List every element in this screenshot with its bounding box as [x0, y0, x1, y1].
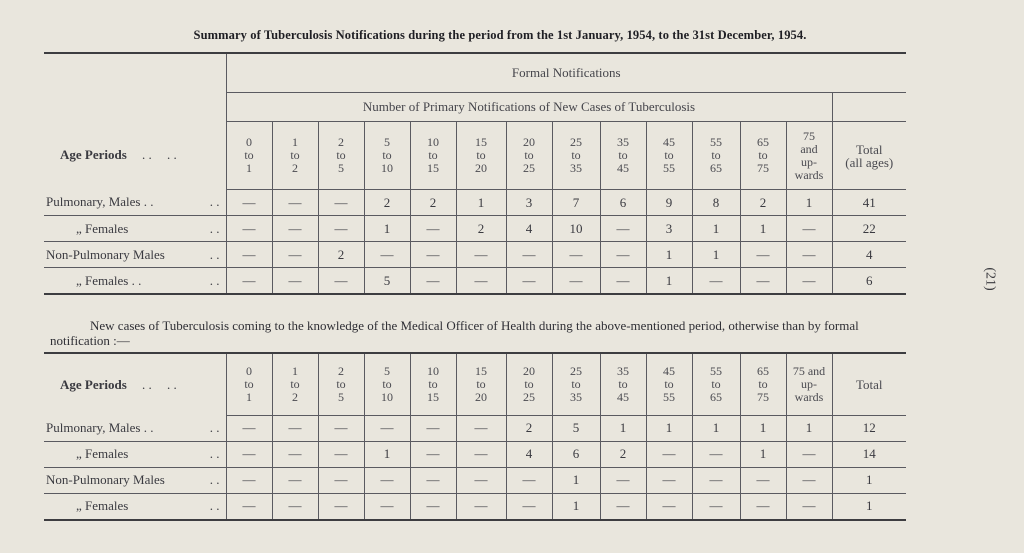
age-column-header-line: 15	[475, 363, 487, 378]
table-cell: —	[786, 242, 832, 268]
age-column-header-line: to	[244, 148, 254, 162]
age-column-header-line: 75	[757, 389, 769, 404]
age-column-header-line: to	[664, 148, 674, 162]
total-cell: 22	[832, 216, 906, 242]
table-cell: 5	[364, 268, 410, 295]
table-cell: —	[226, 441, 272, 467]
table-cell: 2	[740, 190, 786, 216]
table-cell: 1	[364, 216, 410, 242]
table-cell: —	[506, 493, 552, 520]
age-column-header-line: 20	[475, 161, 487, 175]
table-cell: 2	[364, 190, 410, 216]
age-column-header-line: 15	[427, 389, 439, 404]
age-column-header	[506, 122, 552, 190]
age-column-header	[740, 353, 786, 415]
table-cell: —	[226, 216, 272, 242]
table-cell: 3	[646, 216, 692, 242]
age-column-header	[646, 353, 692, 415]
table-cell: 5	[552, 415, 600, 441]
age-column-header	[272, 122, 318, 190]
age-column-header-line: 45	[617, 389, 629, 404]
table-cell: —	[506, 467, 552, 493]
age-column-header-line: to	[476, 148, 486, 162]
age-column-header-line: wards	[794, 389, 824, 404]
row-label-text: Non-Pulmonary Males	[46, 246, 165, 262]
table-cell: —	[410, 268, 456, 295]
age-column-header-line: 20	[523, 135, 535, 149]
table-cell: —	[410, 415, 456, 441]
age-column-header-line: to	[618, 376, 628, 391]
age-column-header-line: to	[336, 376, 346, 391]
age-column-header-line: 20	[523, 363, 535, 378]
age-column-header-line: 10	[427, 135, 439, 149]
age-column-header-line: to	[711, 148, 721, 162]
table-cell: —	[318, 441, 364, 467]
total-column-header-line: (all ages)	[845, 154, 894, 170]
paragraph-text: New cases of Tuberculosis coming to the knowledge of the Medical Officer of Health during the above-mentioned period, otherwise than by formal notification :—	[50, 318, 859, 348]
table-cell: 1	[692, 242, 740, 268]
total-cell: 4	[832, 242, 906, 268]
age-periods-label: Age Periods	[60, 376, 127, 392]
table-cell: —	[272, 493, 318, 520]
age-column-header-line: and	[800, 141, 818, 156]
age-column-header-line: 35	[570, 389, 582, 404]
table-cell: 6	[552, 441, 600, 467]
age-column-header-line: to	[290, 376, 300, 391]
table-cell: 7	[552, 190, 600, 216]
table-row	[44, 493, 906, 520]
table-cell: —	[786, 441, 832, 467]
table-cell: —	[272, 268, 318, 295]
table-row	[44, 242, 906, 268]
table-cell: —	[456, 242, 506, 268]
table-cell: —	[600, 216, 646, 242]
table-cell: 1	[740, 216, 786, 242]
page-number: (21)	[982, 267, 998, 291]
table-cell: —	[646, 467, 692, 493]
leader-dots: . .	[209, 220, 220, 236]
row-label-text: „ Females . .	[76, 272, 142, 288]
leader-dots: . .	[209, 446, 220, 461]
age-column-header-line: 1	[246, 389, 252, 404]
table-cell: 2	[456, 216, 506, 242]
table-cell: —	[786, 467, 832, 493]
age-column-header	[506, 353, 552, 415]
leader-dots: . .	[209, 246, 220, 262]
age-column-header-line: to	[571, 148, 581, 162]
age-column-header	[272, 353, 318, 415]
table-cell: —	[456, 493, 506, 520]
row-label	[44, 441, 226, 467]
age-column-header-line: to	[618, 148, 628, 162]
age-column-header-line: 35	[617, 363, 629, 378]
table-cell: 10	[552, 216, 600, 242]
table-cell: 1	[456, 190, 506, 216]
row-label	[44, 415, 226, 441]
leader-dots: . .	[209, 498, 220, 513]
age-column-header-line: 1	[292, 363, 298, 378]
age-column-header	[600, 353, 646, 415]
row-label	[44, 493, 226, 520]
leader-dots: . .	[209, 419, 220, 435]
table-cell: 2	[506, 415, 552, 441]
table-cell: —	[456, 268, 506, 295]
row-label-text: „ Females	[76, 220, 129, 236]
table-cell: —	[318, 415, 364, 441]
age-column-header-line: 2	[292, 389, 298, 404]
table-cell: 8	[692, 190, 740, 216]
table-cell: —	[318, 216, 364, 242]
table-cell: —	[786, 268, 832, 295]
table-cell: —	[552, 268, 600, 295]
table-cell: —	[410, 441, 456, 467]
table-cell: —	[364, 493, 410, 520]
age-column-header-line: to	[664, 376, 674, 391]
table-cell: —	[740, 242, 786, 268]
table-cell: 1	[740, 415, 786, 441]
age-column-header-line: 5	[384, 135, 390, 149]
age-column-header-line: to	[476, 376, 486, 391]
table-cell: —	[364, 415, 410, 441]
table-cell: —	[600, 268, 646, 295]
formal-notifications-table	[44, 52, 906, 295]
age-column-header	[410, 353, 456, 415]
age-column-header	[692, 122, 740, 190]
table-cell: —	[506, 242, 552, 268]
age-column-header-line: 2	[292, 161, 298, 175]
age-column-header-line: to	[382, 148, 392, 162]
total-column-header	[832, 122, 906, 190]
age-column-header-line: 25	[523, 389, 535, 404]
row-label	[44, 216, 226, 242]
table-cell: 2	[318, 242, 364, 268]
age-column-header-line: 25	[570, 135, 582, 149]
age-column-header-line: 10	[381, 161, 393, 175]
table-cell: —	[318, 190, 364, 216]
total-cell: 1	[832, 493, 906, 520]
table-cell: —	[226, 415, 272, 441]
leader-dots: . .	[142, 146, 152, 162]
primary-notifications-header: Number of Primary Notifications of New Cases of Tuberculosis	[226, 93, 832, 122]
table-cell: —	[600, 467, 646, 493]
age-column-header	[786, 353, 832, 415]
table-cell: 1	[692, 216, 740, 242]
age-column-header	[318, 122, 364, 190]
age-column-header-line: 25	[570, 363, 582, 378]
age-column-header	[410, 122, 456, 190]
other-notifications-table	[44, 352, 906, 521]
table-cell: 9	[646, 190, 692, 216]
table-cell: —	[552, 242, 600, 268]
table-cell: —	[786, 216, 832, 242]
table-cell: —	[786, 493, 832, 520]
age-column-header	[600, 122, 646, 190]
table-cell: —	[272, 190, 318, 216]
total-cell: 14	[832, 441, 906, 467]
table-cell: —	[410, 216, 456, 242]
table-cell: —	[456, 441, 506, 467]
age-column-header-line: 10	[381, 389, 393, 404]
age-column-header-line: 35	[570, 161, 582, 175]
age-column-header	[692, 353, 740, 415]
row-label-text: „ Females	[76, 446, 129, 461]
table-cell: —	[410, 242, 456, 268]
age-column-header-line: to	[524, 148, 534, 162]
age-column-header-line: 75	[803, 128, 815, 143]
table-cell: —	[740, 493, 786, 520]
age-column-header-line: 2	[338, 135, 344, 149]
leader-dots: . .	[167, 146, 177, 162]
row-label-text: Non-Pulmonary Males	[46, 472, 165, 487]
age-column-header-line: up-	[801, 376, 817, 391]
age-column-header-line: 20	[475, 389, 487, 404]
age-periods-label: Age Periods	[60, 146, 127, 162]
age-column-header	[456, 353, 506, 415]
age-column-header-line: 1	[246, 161, 252, 175]
total-cell: 6	[832, 268, 906, 295]
total-column-header-line: Total	[856, 141, 883, 157]
table-cell: —	[226, 268, 272, 295]
table-row	[44, 441, 906, 467]
table-cell: 1	[600, 415, 646, 441]
table-cell: —	[318, 268, 364, 295]
age-column-header-line: to	[571, 376, 581, 391]
table-cell: 4	[506, 216, 552, 242]
otherwise-than-formal-paragraph	[50, 318, 920, 348]
leader-dots: . .	[209, 194, 220, 210]
table-cell: 3	[506, 190, 552, 216]
table-cell: —	[226, 493, 272, 520]
age-column-header-line: 5	[384, 363, 390, 378]
table-cell: 1	[646, 268, 692, 295]
age-column-header-line: 45	[617, 161, 629, 175]
table-cell: —	[364, 242, 410, 268]
age-column-header-line: 65	[710, 389, 722, 404]
age-column-header	[226, 353, 272, 415]
table-cell: —	[272, 467, 318, 493]
age-periods-header	[44, 353, 226, 415]
row-label	[44, 467, 226, 493]
age-column-header-line: to	[711, 376, 721, 391]
table-cell: —	[226, 190, 272, 216]
table-cell: —	[318, 467, 364, 493]
page-title: Summary of Tuberculosis Notifications during the period from the 1st January, 1954, to the 31st December, 1954.	[193, 28, 807, 42]
table-cell: —	[600, 493, 646, 520]
table-cell: 1	[740, 441, 786, 467]
age-column-header-line: to	[428, 376, 438, 391]
row-label	[44, 190, 226, 216]
table-cell: —	[692, 493, 740, 520]
age-column-header-line: 5	[338, 389, 344, 404]
age-column-header-line: 10	[427, 363, 439, 378]
table-cell: 1	[646, 415, 692, 441]
table-cell: —	[692, 268, 740, 295]
leader-dots: . .	[142, 376, 152, 392]
age-column-header-line: 65	[757, 135, 769, 149]
table-cell: —	[456, 467, 506, 493]
age-column-header-line: to	[758, 376, 768, 391]
table-row	[44, 415, 906, 441]
table-cell: 1	[786, 190, 832, 216]
table-cell: —	[692, 467, 740, 493]
age-column-header-line: 2	[338, 363, 344, 378]
table-cell: —	[646, 441, 692, 467]
age-column-header-line: 65	[757, 363, 769, 378]
table-cell: —	[272, 216, 318, 242]
age-column-header-line: 5	[338, 161, 344, 175]
table-cell: 1	[786, 415, 832, 441]
table-cell: —	[646, 493, 692, 520]
table-cell: 6	[600, 190, 646, 216]
age-column-header-line: wards	[794, 167, 824, 182]
age-column-header	[552, 353, 600, 415]
table-cell: 2	[600, 441, 646, 467]
table-cell: —	[226, 242, 272, 268]
table-cell: 1	[552, 467, 600, 493]
total-cell: 41	[832, 190, 906, 216]
row-label-text: Pulmonary, Males . .	[46, 419, 154, 435]
table-cell: —	[226, 467, 272, 493]
table-cell: —	[272, 441, 318, 467]
row-label-text: Pulmonary, Males . .	[46, 194, 154, 210]
total-cell: 12	[832, 415, 906, 441]
table-cell: —	[272, 415, 318, 441]
age-column-header	[740, 122, 786, 190]
age-column-header	[364, 122, 410, 190]
age-column-header-line: to	[428, 148, 438, 162]
age-column-header	[364, 353, 410, 415]
table-cell: —	[456, 415, 506, 441]
table-cell: 2	[410, 190, 456, 216]
formal-notifications-header: Formal Notifications	[226, 53, 906, 93]
age-column-header-line: to	[290, 148, 300, 162]
age-column-header	[786, 122, 832, 190]
leader-dots: . .	[167, 376, 177, 392]
age-column-header-line: 45	[663, 135, 675, 149]
leader-dots: . .	[209, 272, 220, 288]
table-row	[44, 190, 906, 216]
age-column-header-line: 15	[427, 161, 439, 175]
age-column-header-line: 1	[292, 135, 298, 149]
table-cell: —	[410, 493, 456, 520]
age-column-header-line: to	[244, 376, 254, 391]
table-cell: 1	[552, 493, 600, 520]
table-cell: 1	[364, 441, 410, 467]
age-column-header-line: 55	[663, 161, 675, 175]
age-column-header-line: 35	[617, 135, 629, 149]
table-cell: —	[272, 242, 318, 268]
age-column-header-line: 25	[523, 161, 535, 175]
table-cell: —	[410, 467, 456, 493]
age-column-header-line: 0	[246, 135, 252, 149]
total-column-header: Total	[832, 353, 906, 415]
age-column-header	[646, 122, 692, 190]
row-label	[44, 268, 226, 295]
table-row	[44, 268, 906, 295]
age-column-header-line: 55	[710, 363, 722, 378]
age-column-header-line: 0	[246, 363, 252, 378]
age-column-header	[456, 122, 506, 190]
table-cell: —	[740, 268, 786, 295]
age-column-header-line: 15	[475, 135, 487, 149]
row-label	[44, 242, 226, 268]
age-column-header-line: up-	[801, 154, 817, 169]
age-column-header-line: to	[758, 148, 768, 162]
table-cell: —	[740, 467, 786, 493]
table-cell: 4	[506, 441, 552, 467]
table-cell: —	[692, 441, 740, 467]
leader-dots: . .	[209, 472, 220, 487]
age-column-header-line: to	[336, 148, 346, 162]
age-column-header	[226, 122, 272, 190]
table-row	[44, 216, 906, 242]
age-column-header	[318, 353, 364, 415]
age-column-header	[552, 122, 600, 190]
age-column-header-line: to	[524, 376, 534, 391]
table-cell: —	[600, 242, 646, 268]
age-column-header-line: 75	[757, 161, 769, 175]
total-cell: 1	[832, 467, 906, 493]
table-cell: —	[318, 493, 364, 520]
age-column-header-line: 55	[663, 389, 675, 404]
age-column-header-line: 65	[710, 161, 722, 175]
age-column-header-line: 45	[663, 363, 675, 378]
table-cell: 1	[646, 242, 692, 268]
table-cell: —	[506, 268, 552, 295]
blank-header-cell	[832, 93, 906, 122]
table-cell: 1	[692, 415, 740, 441]
table-cell: —	[364, 467, 410, 493]
age-column-header-line: 75 and	[792, 363, 826, 378]
age-column-header-line: 55	[710, 135, 722, 149]
table-row	[44, 467, 906, 493]
age-column-header-line: to	[382, 376, 392, 391]
age-periods-header	[44, 53, 226, 190]
row-label-text: „ Females	[76, 498, 129, 513]
